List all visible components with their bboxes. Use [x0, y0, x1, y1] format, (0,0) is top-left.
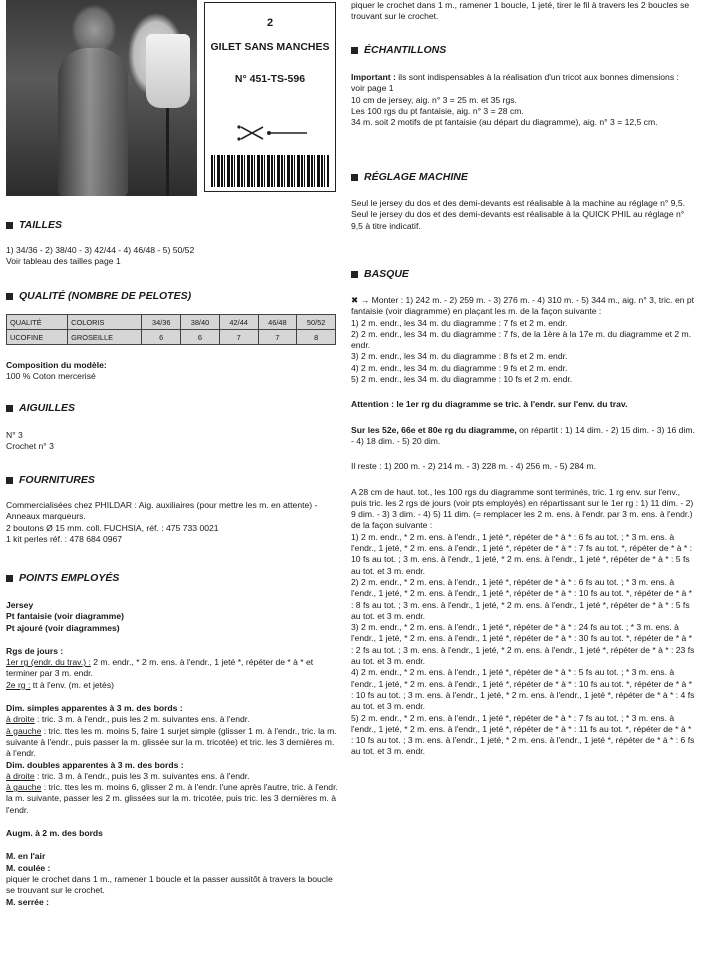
table-cell: 7	[219, 330, 258, 345]
stitch-name: Jersey	[6, 600, 34, 610]
size-instruction: 1) 2 m. endr., les 34 m. du diagramme : 7 fs et 2 m. endr.	[351, 317, 568, 328]
section-title: AIGUILLES	[19, 402, 76, 414]
square-bullet-icon	[351, 174, 358, 181]
table-cell: 7	[258, 330, 297, 345]
row-text: 2 m. endr., * 2 m. ens. à l'endr., 1 jeté *, répéter de * à * et terminer par 3 m. endr.	[6, 657, 314, 679]
double-decrease-left	[6, 782, 340, 816]
yarn-quality-table	[6, 314, 336, 345]
decrease-right	[6, 714, 340, 725]
decrease-left	[6, 726, 340, 760]
section-title: RÉGLAGE MACHINE	[364, 171, 468, 183]
size-instruction: 4) 2 m. endr., les 34 m. du diagramme : 9 fs et 2 m. endr.	[351, 362, 568, 373]
table-cell: 34/36	[142, 315, 181, 330]
section-heading-reglage	[351, 171, 468, 183]
square-bullet-icon	[351, 271, 358, 278]
tailles-text	[6, 245, 340, 268]
section-heading-qualite	[6, 290, 191, 302]
square-bullet-icon	[6, 477, 13, 484]
important-text: ils sont indispensables à la réalisation d'un tricot aux bonnes dimensions : voir page 1	[351, 72, 679, 94]
important-line	[351, 72, 695, 95]
double-decrease-heading: Dim. doubles apparentes à 3 m. des bords :	[6, 759, 184, 770]
pattern-title: GILET SANS MANCHES	[210, 41, 330, 53]
model-photo	[6, 0, 197, 196]
row-label: 1er rg (endr. du trav.) :	[6, 657, 91, 668]
side-text: : tric. 3 m. à l'endr., puis les 3 m. suivantes ens. à l'endr.	[34, 770, 250, 781]
side-label: à gauche	[6, 782, 42, 793]
table-cell: 6	[181, 330, 220, 345]
barcode	[211, 155, 329, 187]
stitch-name: Pt ajouré (voir diagrammes)	[6, 622, 120, 633]
eyelet-size-instruction: 1) 2 m. endr., * 2 m. ens. à l'endr., 1 jeté *, répéter de * à * : 6 fs au tot. ; * 3 m. ens. à l'endr., 1 jeté, * 2 m. ens. à l'endr., 1 jeté *, répéter de * à * : 7 fs au tot. *, répéter de * à * : 10 fs au tot. ; 3 m. ens. à l'endr., 1 jeté, * 2 m. ens. à l'endr., 1 jeté *, répéter de * à * : 5 fs au tot. et 3 m. endr.	[351, 531, 693, 576]
eyelet-size-instruction: 4) 2 m. endr., * 2 m. ens. à l'endr., 1 jeté *, répéter de * à * : 5 fs au tot. ; * 3 m. ens. à l'endr., 1 jeté, * 2 m. ens. à l'endr., 1 jeté *, répéter de * à * : 10 fs au tot. *, répéter de * à * : 10 fs au tot. ; 3 m. ens. à l'endr., 1 jeté, * 2 m. ens. à l'endr., 1 jeté *, répéter de * à * : 4 fs au tot. et 3 m. endr.	[351, 667, 695, 712]
pattern-info-box	[204, 2, 336, 192]
eyelet-intro: A 28 cm de haut. tot., les 100 rgs du diagramme sont terminés, tric. 1 rg env. sur l'env., puis tric. les 2 rgs de jours (voir pts employés) en répartissant sur le 1er rg : 1) 11 dim. - 2) 9 dim. - 3) 3 dim. - 4) 5) 11 dim. (= remplacer les 2 m. ens. à l'endr. par 3 m. ens. à l'endr.) de la façon suivante :	[351, 486, 694, 531]
section-heading-fournitures	[6, 474, 95, 486]
intro-text: piquer le crochet dans 1 m., ramener 1 boucle, 1 jeté, tirer le fil à travers les 2 boucles se trouvant sur le crochet.	[351, 0, 690, 22]
section-title: BASQUE	[364, 268, 409, 280]
composition-text: 100 % Coton mercerisé	[6, 371, 96, 382]
remaining-stitches: Il reste : 1) 200 m. - 2) 214 m. - 3) 228 m. - 4) 256 m. - 5) 284 m.	[351, 461, 597, 472]
single-crochet-continued	[351, 0, 695, 23]
size-instruction: 3) 2 m. endr., les 34 m. du diagramme : 8 fs et 2 m. endr.	[351, 351, 568, 362]
side-label: à droite	[6, 770, 35, 781]
pattern-number: 2	[266, 17, 274, 29]
basque-text	[351, 295, 695, 758]
table-cell: 42/44	[219, 315, 258, 330]
machine-line: Seul le jersey du dos et des demi-devants est réalisable à la QUICK PHIL au réglage n° 9,5 à titre indicatif.	[351, 209, 685, 231]
table-header-row	[7, 315, 336, 330]
square-bullet-icon	[6, 222, 13, 229]
knitting-needles-icon	[233, 123, 313, 143]
section-heading-echantillons	[351, 44, 446, 56]
row-label: 2e rg :	[6, 679, 31, 690]
eyelet-size-instruction: 5) 2 m. endr., * 2 m. ens. à l'endr., 1 jeté *, répéter de * à * : 7 fs au tot. ; * 3 m. ens. à l'endr., 1 jeté, * 2 m. ens. à l'endr., 1 jeté *, répéter de * à * : 11 fs au tot. *, répéter de * à * : 10 fs au tot. ; 3 m. ens. à l'endr., 1 jeté, * 2 m. ens. à l'endr., 1 jeté *, répéter de * à * : 6 fs au tot. et 3 m. endr.	[351, 712, 695, 757]
slip-stitch-heading: M. coulée :	[6, 862, 51, 873]
table-cell: 46/48	[258, 315, 297, 330]
size-instruction: 5) 2 m. endr., les 34 m. du diagramme : 10 fs et 2 m. endr.	[351, 374, 573, 385]
size-instruction: 2) 2 m. endr., les 34 m. du diagramme : 7 fs, de la 1ère à la 17e m. du diagramme et 2 m. endr.	[351, 328, 692, 351]
echantillons-text	[351, 72, 695, 128]
table-cell: UCOFINE	[7, 330, 68, 345]
side-text: : tric. 3 m. à l'endr., puis les 2 m. suivantes ens. à l'endr.	[34, 714, 250, 725]
table-cell: 8	[297, 330, 336, 345]
stitch-name: Pt fantaisie (voir diagramme)	[6, 611, 124, 622]
gauge-line: 34 m. soit 2 motifs de pt fantaisie (au départ du diagramme), aig. n° 3 = 12,5 cm.	[351, 117, 658, 128]
side-label: à droite	[6, 714, 35, 725]
table-cell: GROSEILLE	[68, 330, 142, 345]
rows-heading: Rgs de jours :	[6, 645, 64, 656]
cast-on-text: ✖ → Monter : 1) 242 m. - 2) 259 m. - 3) 276 m. - 4) 310 m. - 5) 344 m., aig. n° 3, tric. en pt fantaisie (voir diagramme) en plaçant les m. de la façon suivante :	[351, 295, 695, 317]
row-text: tt à l'env. (m. et jetés)	[30, 679, 114, 690]
machine-line: Seul le jersey du dos et des demi-devants est réalisable à la machine au réglage n° 9,5.	[351, 198, 686, 208]
row-1-instruction	[6, 657, 340, 680]
side-text: : tric. ttes les m. moins 6, glisser 2 m. à l'endr. l'une après l'autre, tric. à l'endr. la m. suivante, passer les 2 m. glissées sur la m. tricotée, puis tric. les 3 dernières m. à l'endr.	[6, 782, 338, 815]
side-label: à gauche	[6, 725, 42, 736]
aiguilles-text	[6, 430, 340, 453]
sizes-line: 1) 34/36 - 2) 38/40 - 3) 42/44 - 4) 46/48 - 5) 50/52	[6, 245, 195, 255]
buttons-line: 2 boutons Ø 15 mm. coll. FUCHSIA, réf. : 475 733 0021	[6, 522, 219, 533]
decrease-rows-text: on répartit : 1) 14 dim. - 2) 15 dim. - 3) 16 dim. - 4) 18 dim. - 5) 20 dim.	[351, 424, 695, 446]
table-cell: 38/40	[181, 315, 220, 330]
reglage-text	[351, 198, 695, 232]
crochet-line: Crochet n° 3	[6, 441, 54, 452]
gauge-line: 10 cm de jersey, aig. n° 3 = 25 m. et 35 rgs.	[351, 94, 517, 105]
decrease-rows	[351, 425, 695, 448]
slip-stitch-text: piquer le crochet dans 1 m., ramener 1 boucle et la passer aussitôt à travers la boucle se trouvant sur le crochet.	[6, 873, 333, 896]
supplies-line: Commercialisées chez PHILDAR : Aig. auxiliaires (pour mettre les m. en attente) - Anneaux marqueurs.	[6, 500, 318, 522]
section-heading-tailles	[6, 219, 62, 231]
side-text: : tric. ttes les m. moins 5, faire 1 surjet simple (glisser 1 m. à l'endr., tric. la m. suivante à l'endr., puis passer la m. glissée sur la m. tricotée) et tric. les 3 dernières m. à l'endr.	[6, 725, 337, 759]
gauge-line: Les 100 rgs du pt fantaisie, aig. n° 3 = 28 cm.	[351, 105, 524, 116]
increase-heading: Augm. à 2 m. des bords	[6, 828, 103, 839]
fournitures-text	[6, 500, 340, 545]
table-cell: COLORIS	[68, 315, 142, 330]
eyelet-size-instruction: 3) 2 m. endr., * 2 m. ens. à l'endr., 1 jeté *, répéter de * à * : 24 fs au tot. ; * 3 m. ens. à l'endr., 1 jeté, * 2 m. ens. à l'endr., 1 jeté *, répéter de * à * : 30 fs au tot. *, répéter de * à * : 2 fs au tot. ; 3 m. ens. à l'endr., 1 jeté, * 2 m. ens. à l'endr., 1 jeté *, répéter de * à * : 23 fs au tot. et 3 m. endr.	[351, 622, 695, 667]
points-text	[6, 600, 340, 908]
section-title: ÉCHANTILLONS	[364, 44, 447, 56]
square-bullet-icon	[6, 575, 13, 582]
lamp-shade	[146, 34, 190, 108]
pattern-reference: N° 451-TS-596	[234, 73, 306, 85]
beads-line: 1 kit perles réf. : 478 684 0967	[6, 533, 123, 544]
lamp-stem	[166, 108, 169, 196]
decrease-rows-label: Sur les 52e, 66e et 80e rg du diagramme,	[351, 424, 517, 435]
section-title: TAILLES	[19, 219, 62, 231]
important-label: Important :	[351, 72, 396, 82]
table-cell: 6	[142, 330, 181, 345]
row-2-instruction	[6, 680, 340, 691]
section-title: QUALITÉ (NOMBRE DE PELOTES)	[19, 290, 192, 302]
section-heading-points	[6, 572, 119, 584]
table-row	[7, 330, 336, 345]
square-bullet-icon	[351, 47, 358, 54]
composition-block	[6, 360, 340, 383]
decrease-heading: Dim. simples apparentes à 3 m. des bords :	[6, 703, 183, 714]
model-figure	[58, 48, 128, 196]
sizes-note: Voir tableau des tailles page 1	[6, 256, 121, 267]
section-heading-aiguilles	[6, 402, 75, 414]
composition-heading: Composition du modèle:	[6, 360, 107, 370]
chain-stitch-heading: M. en l'air	[6, 851, 46, 862]
table-cell: QUALITÉ	[7, 315, 68, 330]
section-title: POINTS EMPLOYÉS	[19, 572, 120, 584]
table-cell: 50/52	[297, 315, 336, 330]
attention-note: Attention : le 1er rg du diagramme se tric. à l'endr. sur l'env. du trav.	[351, 399, 628, 410]
square-bullet-icon	[6, 405, 13, 412]
single-crochet-heading: M. serrée :	[6, 896, 49, 907]
eyelet-size-instruction: 2) 2 m. endr., * 2 m. ens. à l'endr., 1 jeté *, répéter de * à * : 6 fs au tot. ; * 3 m. ens. à l'endr., 1 jeté, * 2 m. ens. à l'endr., 1 jeté *, répéter de * à * : 10 fs au tot. *, répéter de * à * : 8 fs au tot. ; 3 m. ens. à l'endr., 1 jeté, * 2 m. ens. à l'endr., 1 jeté *, répéter de * à * : 5 fs au tot. et 3 m. endr.	[351, 576, 693, 621]
square-bullet-icon	[6, 293, 13, 300]
needle-line: N° 3	[6, 430, 23, 440]
section-heading-basque	[351, 268, 409, 280]
section-title: FOURNITURES	[19, 474, 95, 486]
double-decrease-right	[6, 771, 340, 782]
